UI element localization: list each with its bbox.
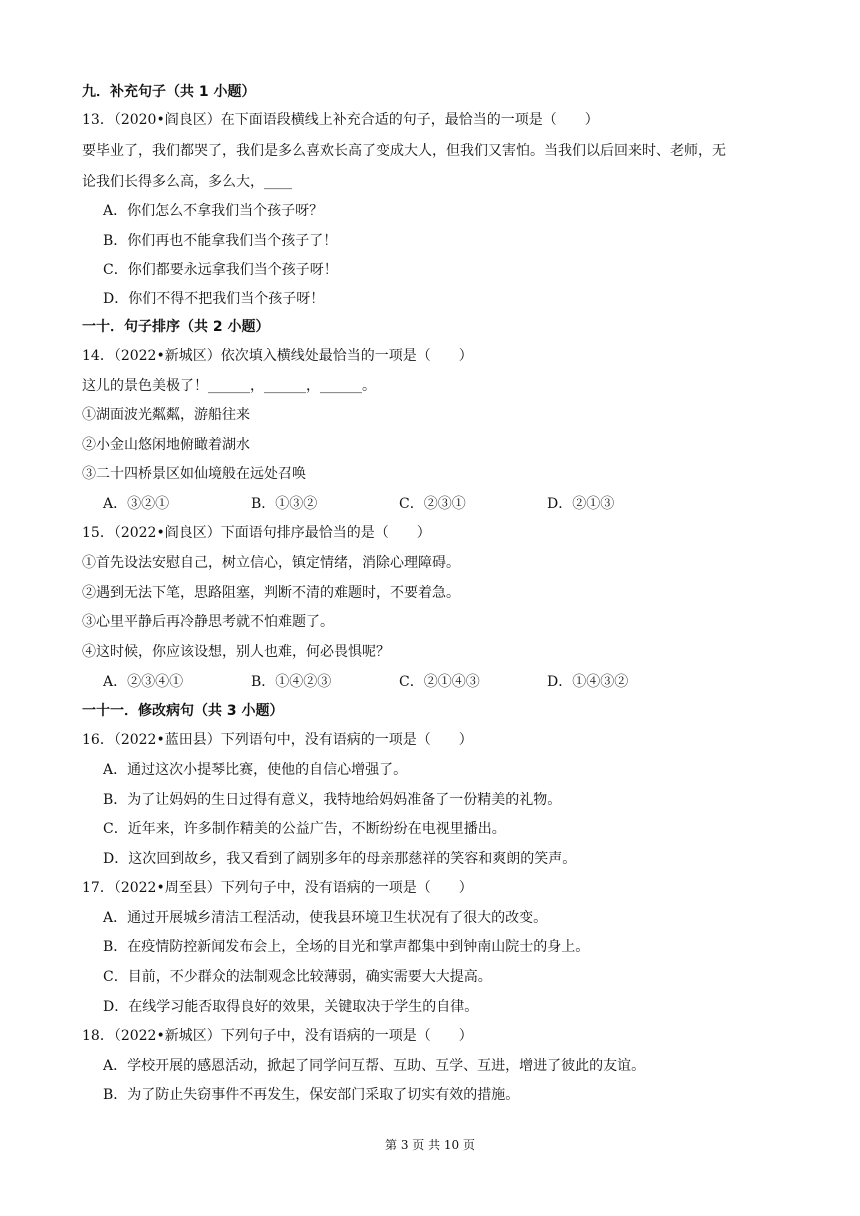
q14-item-3: ③二十四桥景区如仙境般在远处召唤 — [82, 466, 306, 482]
page-footer: 第 3 页 共 10 页 — [385, 1138, 475, 1152]
q14-passage: 这儿的景色美极了！______，______，______。 — [82, 378, 376, 394]
q18-stem: 18．（2022•新城区）下列句子中，没有语病的一项是（ ） — [82, 1028, 473, 1044]
q16-stem: 16．（2022•蓝田县）下列语句中，没有语病的一项是（ ） — [82, 732, 473, 748]
q14-option-c: C．②③① — [399, 496, 466, 512]
q13-stem: 13．（2020•阎良区）在下面语段横线上补充合适的句子，最恰当的一项是（ ） — [82, 112, 599, 128]
q13-option-a: A．你们怎么不拿我们当个孩子呀？ — [103, 203, 324, 219]
q14-option-b: B．①③② — [251, 496, 318, 512]
q13-option-c: C．你们都要永远拿我们当个孩子呀！ — [103, 262, 338, 278]
q17-stem: 17．（2022•周至县）下列句子中，没有语病的一项是（ ） — [82, 880, 473, 896]
q13-passage-line-1: 要毕业了，我们都哭了，我们是多么喜欢长高了变成大人，但我们又害怕。当我们以后回来时、老师，无 — [82, 143, 726, 159]
q15-item-2: ②遇到无法下笔，思路阻塞，判断不清的难题时，不要着急。 — [82, 585, 460, 601]
section-heading-10: 一十．句子排序（共 2 小题） — [82, 319, 270, 335]
q17-option-a: A．通过开展城乡清洁工程活动，使我县环境卫生状况有了很大的改变。 — [103, 910, 548, 926]
q16-option-a: A．通过这次小提琴比赛，使他的自信心增强了。 — [103, 762, 408, 778]
q14-option-d: D．②①③ — [547, 496, 615, 512]
q14-item-1: ①湖面波光粼粼，游船往来 — [82, 407, 250, 423]
q13-passage-line-2: 论我们长得多么高，多么大，____ — [82, 174, 292, 190]
q16-option-c: C．近年来，许多制作精美的公益广告，不断纷纷在电视里播出。 — [103, 821, 506, 837]
q14-item-2: ②小金山悠闲地俯瞰着湖水 — [82, 437, 250, 453]
q15-item-3: ③心里平静后再冷静思考就不怕难题了。 — [82, 614, 334, 630]
q15-option-a: A．②③④① — [103, 674, 184, 690]
q15-item-1: ①首先设法安慰自己，树立信心，镇定情绪，消除心理障碍。 — [82, 555, 460, 571]
q15-item-4: ④这时候，你应该设想，别人也难，何必畏惧呢？ — [82, 644, 390, 660]
section-heading-9: 九．补充句子（共 1 小题） — [82, 84, 256, 100]
q15-option-c: C．②①④③ — [399, 674, 480, 690]
q14-stem: 14．（2022•新城区）依次填入横线处最恰当的一项是（ ） — [82, 348, 473, 364]
section-heading-11: 一十一．修改病句（共 3 小题） — [82, 703, 284, 719]
q15-stem: 15．（2022•阎良区）下面语句排序最恰当的是（ ） — [82, 525, 431, 541]
q16-option-b: B．为了让妈妈的生日过得有意义，我特地给妈妈准备了一份精美的礼物。 — [103, 792, 562, 808]
q14-option-a: A．③②① — [103, 496, 170, 512]
q18-option-b: B．为了防止失窃事件不再发生，保安部门采取了切实有效的措施。 — [103, 1087, 520, 1103]
q15-options — [103, 672, 800, 692]
q18-option-a: A．学校开展的感恩活动，掀起了同学问互帮、互助、互学、互进，增进了彼此的友谊。 — [103, 1058, 646, 1074]
q13-option-d: D．你们不得不把我们当个孩子呀！ — [103, 291, 325, 307]
q15-option-d: D．①④③② — [547, 674, 629, 690]
q17-option-c: C．目前，不少群众的法制观念比较薄弱，确实需要大大提高。 — [103, 969, 492, 985]
q15-option-b: B．①④②③ — [251, 674, 332, 690]
q16-option-d: D．这次回到故乡，我又看到了阔别多年的母亲那慈祥的笑容和爽朗的笑声。 — [103, 851, 577, 867]
q17-option-d: D．在线学习能否取得良好的效果，关键取决于学生的自律。 — [103, 999, 479, 1015]
q13-option-b: B．你们再也不能拿我们当个孩子了！ — [103, 233, 338, 249]
q14-options — [103, 494, 800, 514]
q17-option-b: B．在疫情防控新闻发布会上，全场的目光和掌声都集中到钟南山院士的身上。 — [103, 939, 590, 955]
